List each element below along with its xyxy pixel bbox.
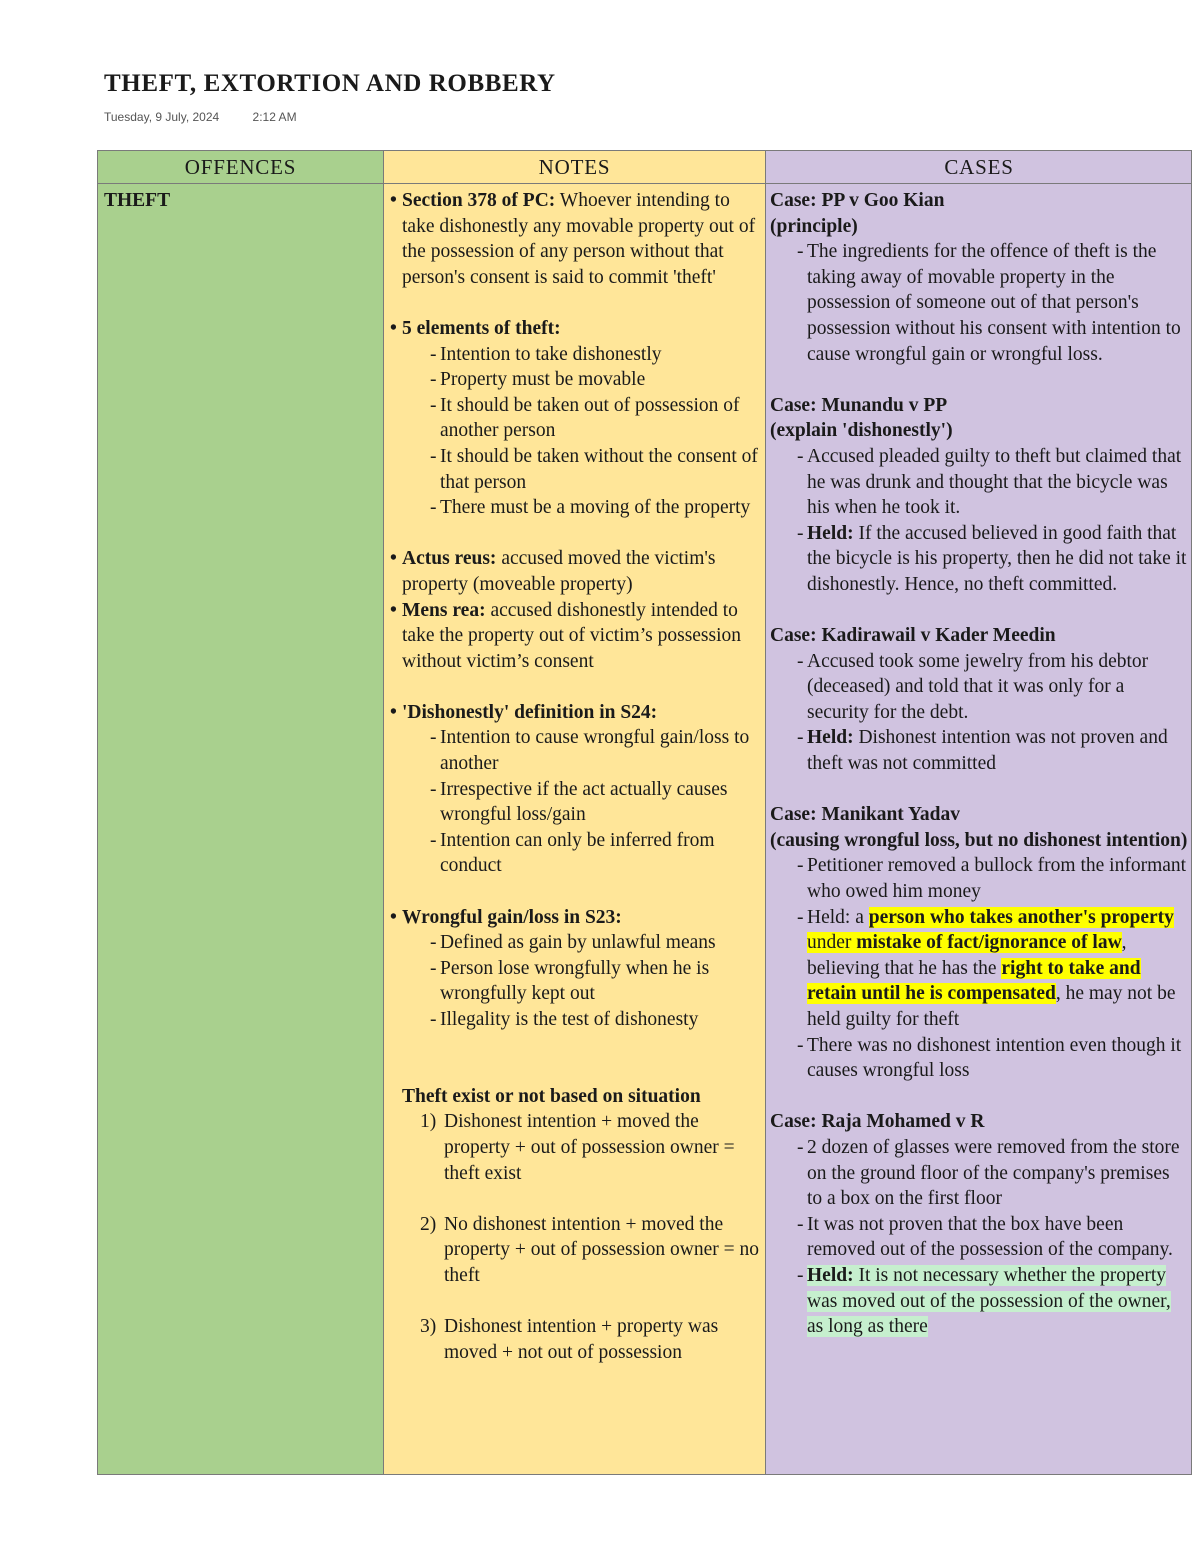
notes-column [384,151,766,1474]
header-cases: CASES [766,151,1192,184]
list-item: - Intention to cause wrongful gain/loss to another [430,727,750,775]
header-notes: NOTES [384,151,765,184]
note-label: 5 elements of theft: [402,317,561,339]
note-text: Whoever intending to take dishonestly any movable property out of the possession of any person without that person's consent is said to commit 'theft' [402,190,756,288]
case-subtitle: (principle) [770,215,858,237]
list-item: - There must be a moving of the property [430,497,751,519]
list-item: - Held: It is not necessary whether the property was moved out of the possession of the owner, as long as there [797,1264,1171,1338]
list-item: - Person lose wrongfully when he is wrongfully kept out [430,957,710,1005]
note-section-378: • Section 378 of PC: Whoever intending to take dishonestly any movable property out of the possession of any person without that person's consent is said to commit 'theft' [390,190,756,288]
cases-column [766,151,1192,1474]
list-item: 2) No dishonest intention + moved the property + out of possession owner = no theft [420,1213,759,1286]
case-title: Case: Manikant Yadav [770,804,960,826]
highlight: person who takes another's property [868,906,1174,928]
list-item: - Intention to take dishonestly [430,343,662,365]
note-mens-rea: • Mens rea: accused dishonestly intended to take the property out of victim’s possession without victim’s consent [390,599,742,672]
list-item: - It was not proven that the box have been removed out of the possession of the company. [797,1213,1173,1261]
header-offences: OFFENCES [98,151,383,184]
list-item: - Held: If the accused believed in good faith that the bicycle is his property, then he did not take it dishonestly. Hence, no theft committed. [797,522,1187,595]
page-time: 2:12 AM [252,110,297,124]
case-title: Case: Kadirawail v Kader Meedin [770,625,1056,647]
list-item: - Held: a person who takes another's property under mistake of fact/ignorance of law, believing that he has the right to take and retain until he is compensated, he may not be held guilty for theft [797,906,1176,1030]
list-item: 1) Dishonest intention + moved the property + out of possession owner = theft exist [420,1111,735,1184]
list-item: - There was no dishonest intention even though it causes wrongful loss [797,1034,1182,1082]
note-label: Section 378 of PC: [402,190,556,211]
list-item: 3) Dishonest intention + property was moved + not out of possession [420,1316,719,1363]
list-item: - The ingredients for the offence of theft is the taking away of movable property in the possession of someone out of that person's possession without his consent with intention to cause wrongful gain or wrongful loss. [797,241,1181,365]
highlight: right to take and retain until he is compensated [807,957,1141,1005]
note-wrongful: • Wrongful gain/loss in S23: [390,906,622,928]
list-item: - Petitioner removed a bullock from the informant who owed him money [797,855,1187,903]
list-item: - Accused pleaded guilty to theft but claimed that he was drunk and thought that the bicycle was his when he took it. [797,445,1182,519]
case-title: Case: PP v Goo Kian [770,190,945,211]
note-actus-reus: • Actus reus: accused moved the victim's property (moveable property) [390,548,716,595]
note-dishonestly: • 'Dishonestly' definition in S24: [390,701,658,723]
list-item: - Defined as gain by unlawful means [430,932,716,954]
note-situation-heading: Theft exist or not based on situation [402,1085,701,1107]
note-elements: • 5 elements of theft: [390,316,759,342]
list-item: - Intention can only be inferred from conduct [430,829,715,877]
list-item: - Illegality is the test of dishonesty [430,1009,699,1030]
list-item: - Held: Dishonest intention was not proven and theft was not committed [797,727,1168,775]
highlight: It is not necessary whether the property was moved out of the possession of the owner, as long as there [807,1264,1171,1338]
page-meta [104,110,297,124]
highlight: mistake of fact/ignorance of law [856,932,1122,954]
page-date: Tuesday, 9 July, 2024 [104,110,220,124]
case-subtitle: (causing wrongful loss, but no dishonest intention) [770,829,1188,851]
list-item: - Irrespective if the act actually causes wrongful loss/gain [430,778,728,826]
notes-table [97,150,1192,1475]
case-title: Case: Raja Mohamed v R [770,1111,985,1133]
page-title: THEFT, EXTORTION AND ROBBERY [104,70,556,97]
list-item: - Property must be movable [430,369,646,391]
list-item: - It should be taken without the consent of that person [430,445,758,493]
list-item: - It should be taken out of possession of another person [430,394,740,442]
case-title: Case: Munandu v PP [770,394,948,416]
list-item: - 2 dozen of glasses were removed from the store on the ground floor of the company's premises to a box on the first floor [797,1136,1180,1210]
offence-theft: THEFT [104,190,171,211]
case-subtitle: (explain 'dishonestly') [770,420,953,442]
offences-column [98,151,384,1474]
list-item: - Accused took some jewelry from his debtor (deceased) and told that it was only for a security for the debt. [797,650,1149,723]
